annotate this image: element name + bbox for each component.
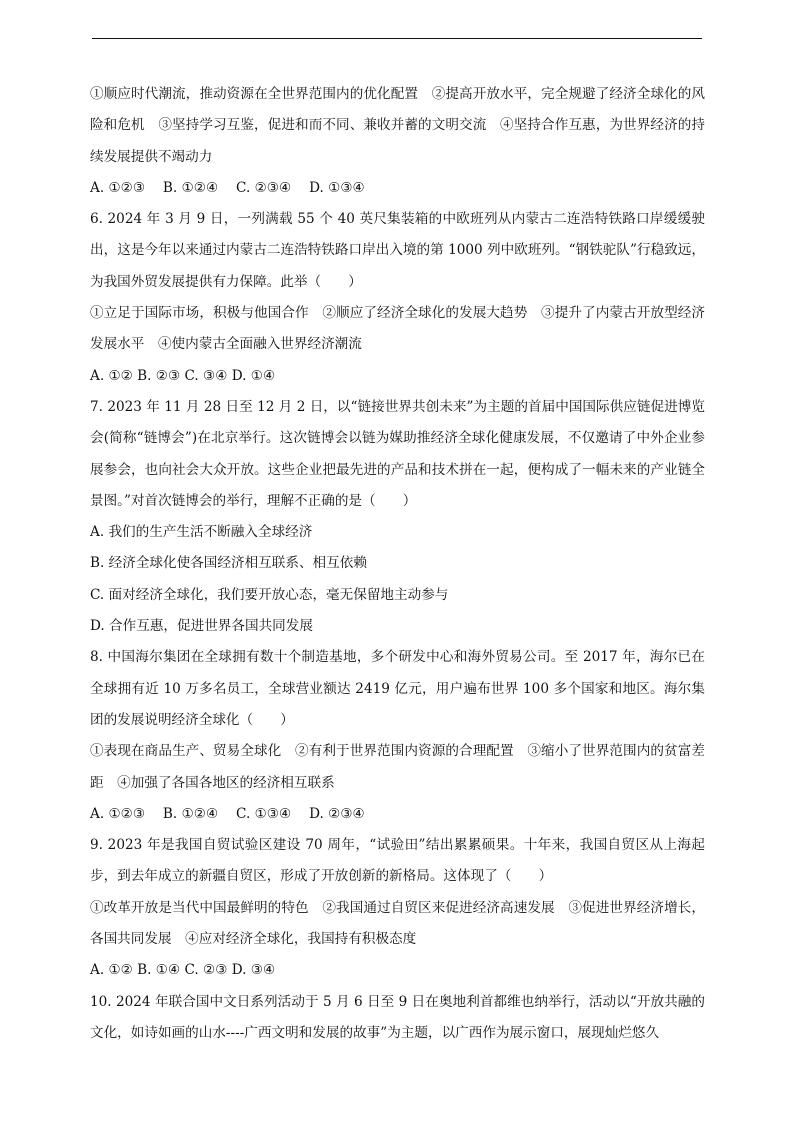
q7-option-b: B. 经济全球化使各国经济相互联系、相互依赖 [90, 555, 367, 572]
question-8 [90, 642, 705, 830]
q7-stem: 7. 2023 年 11 月 28 日至 12 月 2 日，以“链接世界共创未来”为主题的首届中国国际供应链促进博览会(简称“链博会”)在北京举行。这次链博会以链为媒助推经济全球化健康发展，不仅邀请了中外企业参展参会，也向社会大众开放。这些企业把最先进的产品和技术拼在一起，便构成了一幅未来的产业链全景图。”对首次链博会的举行，理解不正确的是（ ） [90, 398, 705, 509]
q8-answer-choices: A. ①②③ B. ①②④ C. ①③④ D. ②③④ [90, 805, 365, 822]
q7-option-d: D. 合作互惠，促进世界各国共同发展 [90, 618, 313, 635]
question-6 [90, 204, 705, 392]
q10-stem: 10. 2024 年联合国中文日系列活动于 5 月 6 日至 9 日在奥地利首都维也纳举行，活动以“开放共融的文化，如诗如画的山水----广西文明和发展的故事”为主题，以广西作为展示窗口，展现灿烂悠久 [90, 993, 705, 1041]
q8-stem: 8. 中国海尔集团在全球拥有数十个制造基地，多个研发中心和海外贸易公司。至 2017 年，海尔已在全球拥有近 10 万多名员工，全球营业额达 2419 亿元，用户遍布世界 100 多个国家和地区。海尔集团的发展说明经济全球化（ ） [90, 649, 705, 728]
q9-answer-choices: A. ①② B. ①④ C. ②③ D. ③④ [90, 962, 276, 979]
q6-stem: 6. 2024 年 3 月 9 日，一列满载 55 个 40 英尺集装箱的中欧班列从内蒙古二连浩特铁路口岸缓缓驶出，这是今年以来通过内蒙古二连浩特铁路口岸出入境的第 1000 列中欧班列。“钢铁驼队”行稳致远，为我国外贸发展提供有力保障。此举（ ） [90, 211, 705, 290]
q7-option-c: C. 面对经济全球化，我们要开放心态，毫无保留地主动参与 [90, 586, 449, 603]
header-rule [92, 38, 702, 39]
q5-options: ①顺应时代潮流，推动资源在全世界范围内的优化配置 ②提高开放水平，完全规避了经济全球化的风险和危机 ③坚持学习互鉴，促进和而不同、兼收并蓄的文明交流 ④坚持合作互惠，为世界经济的持续发展提供不竭动力 [90, 86, 705, 165]
q5-answer-choices: A. ①②③ B. ①②④ C. ②③④ D. ①③④ [90, 179, 365, 196]
q9-stem: 9. 2023 年是我国自贸试验区建设 70 周年，“试验田”结出累累硕果。十年来，我国自贸区从上海起步，到去年成立的新疆自贸区，形成了开放创新的新格局。这体现了（ ） [90, 837, 705, 885]
q6-options: ①立足于国际市场，积极与他国合作 ②顺应了经济全球化的发展大趋势 ③提升了内蒙古开放型经济发展水平 ④使内蒙古全面融入世界经济潮流 [90, 305, 705, 353]
question-10 [90, 987, 705, 1050]
q8-options: ①表现在商品生产、贸易全球化 ②有利于世界范围内资源的合理配置 ③缩小了世界范围内的贫富差距 ④加强了各国各地区的经济相互联系 [90, 743, 705, 791]
q7-option-a: A. 我们的生产生活不断融入全球经济 [90, 524, 313, 541]
document-body [90, 79, 705, 1049]
q9-options: ①改革开放是当代中国最鲜明的特色 ②我国通过自贸区来促进经济高速发展 ③促进世界经济增长，各国共同发展 ④应对经济全球化，我国持有积极态度 [90, 899, 705, 948]
question-9 [90, 830, 705, 986]
question-5 [90, 79, 705, 204]
question-7 [90, 392, 705, 642]
q6-answer-choices: A. ①② B. ②③ C. ③④ D. ①④ [90, 367, 276, 384]
